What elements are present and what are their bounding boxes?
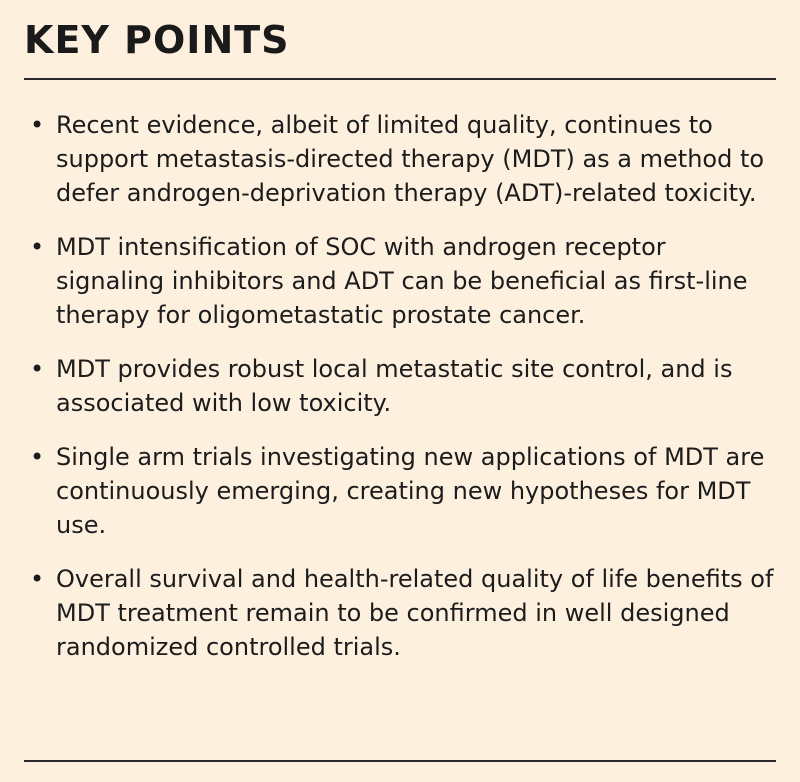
key-point-text: MDT provides robust local metastatic site control, and is associated with low toxicity. [56,355,733,417]
key-point-item [24,230,776,332]
key-point-text: MDT intensification of SOC with androgen receptor signaling inhibitors and ADT can be beneficial as first-line therapy for oligometastatic prostate cancer. [56,233,748,329]
title-divider [24,78,776,80]
key-points-list [24,108,776,684]
bullet-icon: • [30,565,45,593]
key-point-item [24,440,776,542]
bullet-icon: • [30,111,45,139]
key-point-text: Overall survival and health-related quality of life benefits of MDT treatment remain to be confirmed in well designed randomized controlled trials. [56,565,774,661]
key-point-text: Single arm trials investigating new applications of MDT are continuously emerging, creating new hypotheses for MDT use. [56,443,765,539]
key-point-item [24,562,776,664]
bullet-icon: • [30,355,45,383]
bullet-icon: • [30,233,45,261]
key-point-item [24,108,776,210]
key-point-text: Recent evidence, albeit of limited quality, continues to support metastasis-directed therapy (MDT) as a method to defer androgen-deprivation therapy (ADT)-related toxicity. [56,111,765,207]
bullet-icon: • [30,443,45,471]
key-point-item [24,352,776,420]
bottom-divider [24,760,776,762]
key-points-title: KEY POINTS [24,18,290,62]
